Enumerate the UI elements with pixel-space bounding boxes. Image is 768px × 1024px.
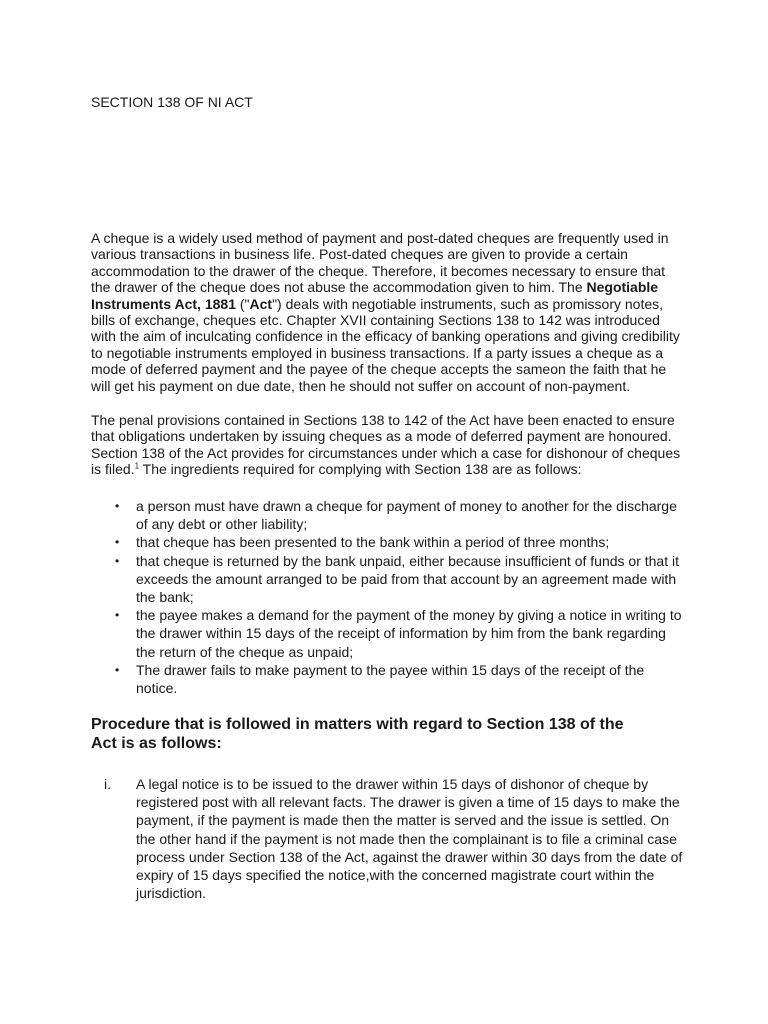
intro-paragraph <box>91 230 687 394</box>
list-item-text: the payee makes a demand for the payment of the money by giving a notice in writing to the drawer within 15 days of the receipt of information by him from the bank regarding the return of the cheque as unpaid; <box>136 607 682 660</box>
bullet-icon: • <box>115 553 120 568</box>
list-item-text: that cheque is returned by the bank unpaid, either because insufficient of funds or that it exceeds the amount arranged to be paid from that account by an agreement made with the bank; <box>136 552 679 606</box>
document-title: SECTION 138 OF NI ACT <box>91 94 253 110</box>
ingredients-list <box>91 497 687 697</box>
list-item-text: a person must have drawn a cheque for payment of money to another for the discharge of any debt or other liability; <box>136 498 677 533</box>
penal-text-a: The penal provisions contained in Sections 138 to 142 of the Act have been enacted to ensure that obligations undertaken by issuing cheques as a mode of deferred payment are honoured. Section 138 of the Act provides for circumstances under which a case for dishonour of cheques is filed. <box>91 412 681 478</box>
list-item <box>91 661 687 697</box>
step-number: i. <box>104 776 111 792</box>
penal-text-b: The ingredients required for complying with Section 138 are as follows: <box>139 461 582 478</box>
intro-text-c: ") deals with negotiable instruments, such as promissory notes, bills of exchange, cheques etc. Chapter XVII containing Sections 138 to 142 was introduced with the aim of inculcating confidence in the efficacy of banking operations and giving credibility to negotiable instruments employed in business transactions. If a party issues a cheque as a mode of deferred payment and the payee of the cheque accepts the sameon the faith that he will get his payment on due date, then he should not suffer on account of non-payment. <box>91 295 680 394</box>
penal-provisions-paragraph <box>91 412 687 478</box>
list-item <box>91 497 687 533</box>
step-text: A legal notice is to be issued to the drawer within 15 days of dishonor of cheque by registered post with all relevant facts. The drawer is given a time of 15 days to make the payment, if the payment is made then the matter is served and the issue is settled. On the other hand if the payment is not made then the complainant is to file a criminal case process under Section 138 of the Act, against the drawer within 30 days from the date of expiry of 15 days specified the notice,with the concerned magistrate court within the jurisdiction. <box>136 776 683 902</box>
intro-text-a: A cheque is a widely used method of payment and post-dated cheques are frequently used in various transactions in business life. Post-dated cheques are given to provide a certain accommodation to the drawer of the cheque. Therefore, it becomes necessary to ensure that the drawer of the cheque does not abuse the accommodation given to him. The <box>91 230 669 296</box>
list-item-text: that cheque has been presented to the bank within a period of three months; <box>136 534 610 551</box>
bullet-icon: • <box>115 608 120 623</box>
act-abbrev-bold: Act <box>249 295 273 312</box>
list-item <box>91 533 687 551</box>
act-name-bold: Negotiable Instruments Act, 1881 <box>91 279 659 312</box>
list-item <box>91 552 687 607</box>
footnote-marker: 1 <box>134 461 140 471</box>
bullet-icon: • <box>115 499 120 513</box>
bullet-icon: • <box>115 662 120 677</box>
list-item <box>91 606 687 661</box>
procedure-heading: Procedure that is followed in matters with regard to Section 138 of the Act is as follows: <box>91 716 624 752</box>
bullet-icon: • <box>115 535 120 550</box>
procedure-step <box>91 775 687 902</box>
list-item-text: The drawer fails to make payment to the payee within 15 days of the receipt of the notice. <box>136 661 645 697</box>
procedure-steps-list <box>91 775 687 902</box>
intro-text-b: (" <box>235 295 250 312</box>
